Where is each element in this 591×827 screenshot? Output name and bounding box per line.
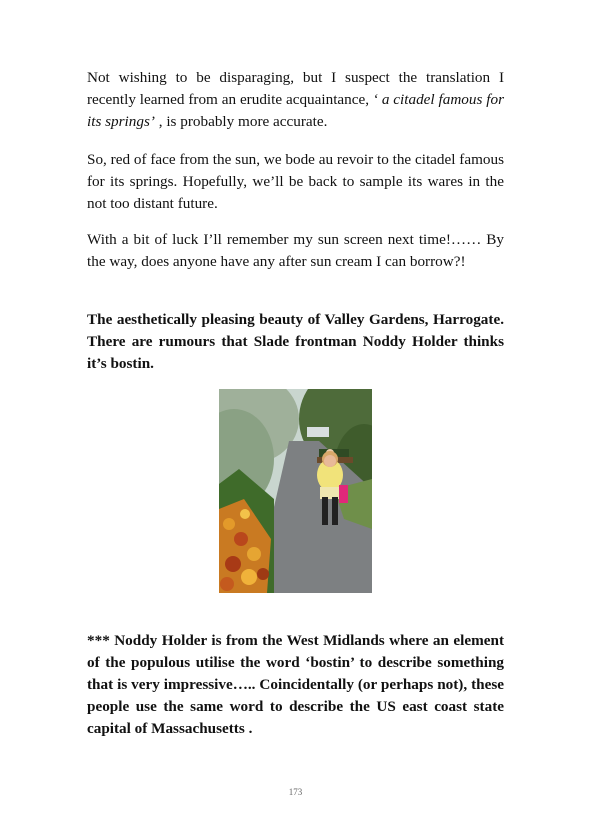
italic-quote: ‘ a citadel famous for its springs’ — [87, 91, 504, 130]
paragraph-translation-text: Not wishing to be disparaging, but I suspect the translation I recently learned from an erudite acquaintance, — [87, 69, 504, 108]
paragraph-farewell: So, red of face from the sun, we bode au revoir to the citadel famous for its springs. Hopefully, we’ll be back to sample its wares in the not too distant future. — [87, 151, 504, 212]
garden-photo-illustration — [219, 389, 372, 593]
footnote: *** Noddy Holder is from the West Midlands where an element of the populous utilise the word ‘bostin’ to describe something that is very impressive….. Coincidentally (or perhaps not), these people use the same word to describe the US east coast state capital of Massachusetts . — [87, 632, 504, 737]
page-number: 173 — [288, 787, 303, 797]
paragraph-translation — [87, 67, 504, 133]
paragraph-translation-end: , is probably more accurate. — [154, 113, 328, 130]
garden-photo — [219, 389, 372, 593]
paragraph-sunscreen: With a bit of luck I’ll remember my sun screen next time!…… By the way, does anyone have any after sun cream I can borrow?! — [87, 231, 504, 270]
photo-caption: The aesthetically pleasing beauty of Valley Gardens, Harrogate. There are rumours that Slade frontman Noddy Holder thinks it’s bostin. — [87, 311, 504, 372]
